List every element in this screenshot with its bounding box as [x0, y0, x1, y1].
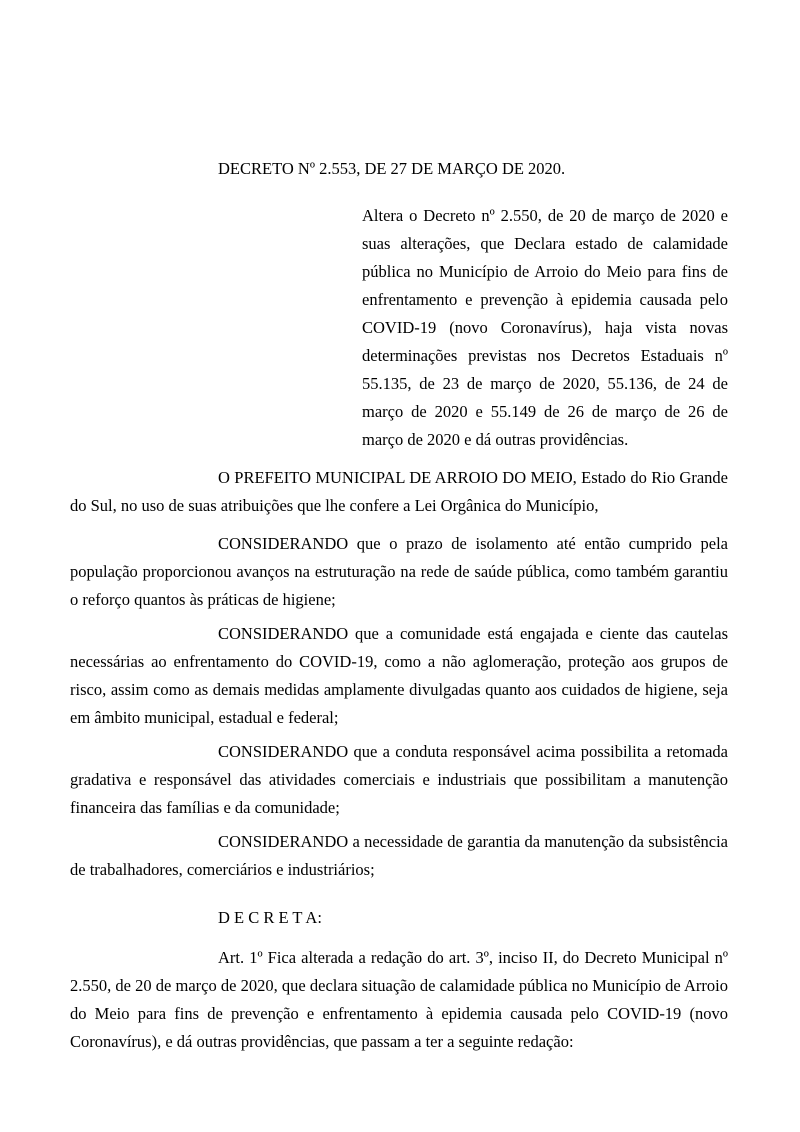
article-1-paragraph: Art. 1º Fica alterada a redação do art. 3º, inciso II, do Decreto Municipal nº 2.550, de 20 de março de 2020, que declara situação de calamidade pública no Município de Arroio do Meio para fins de prevenção e enfrentamento à epidemia causada pelo COVID-19 (novo Coronavírus), e dá outras providências, que passam a ter a seguinte redação: [70, 948, 728, 1051]
decree-summary-ementa: Altera o Decreto nº 2.550, de 20 de março de 2020 e suas alterações, que Declara estado de calamidade pública no Município de Arroio do Meio para fins de enfrentamento e prevenção à epidemia causada pelo COVID-19 (novo Coronavírus), haja vista novas determinações previstas nos Decretos Estaduais nº 55.135, de 23 de março de 2020, 55.136, de 24 de março de 2020 e 55.149 de 26 de março de 26 de março de 2020 e dá outras providências. [362, 206, 728, 449]
considerando-paragraph-4: CONSIDERANDO a necessidade de garantia da manutenção da subsistência de trabalhadores, comerciários e industriários; [70, 832, 728, 879]
decree-title: DECRETO Nº 2.553, DE 27 DE MARÇO DE 2020. [218, 159, 566, 178]
considerando-paragraph-3: CONSIDERANDO que a conduta responsável acima possibilita a retomada gradativa e responsável das atividades comerciais e industriais que possibilitam a manutenção financeira das famílias e da comunidade; [70, 742, 728, 817]
preamble-paragraph: O PREFEITO MUNICIPAL DE ARROIO DO MEIO, Estado do Rio Grande do Sul, no uso de suas atribuições que lhe confere a Lei Orgânica do Município, [70, 468, 728, 515]
decreta-heading: D E C R E T A: [218, 908, 322, 927]
considerando-paragraph-2: CONSIDERANDO que a comunidade está engajada e ciente das cautelas necessárias ao enfrentamento do COVID-19, como a não aglomeração, proteção aos grupos de risco, assim como as demais medidas amplamente divulgadas quanto aos cuidados de higiene, seja em âmbito municipal, estadual e federal; [70, 624, 728, 727]
considerando-paragraph-1: CONSIDERANDO que o prazo de isolamento até então cumprido pela população proporcionou avanços na estruturação na rede de saúde pública, como também garantiu o reforço quantos às práticas de higiene; [70, 534, 728, 609]
